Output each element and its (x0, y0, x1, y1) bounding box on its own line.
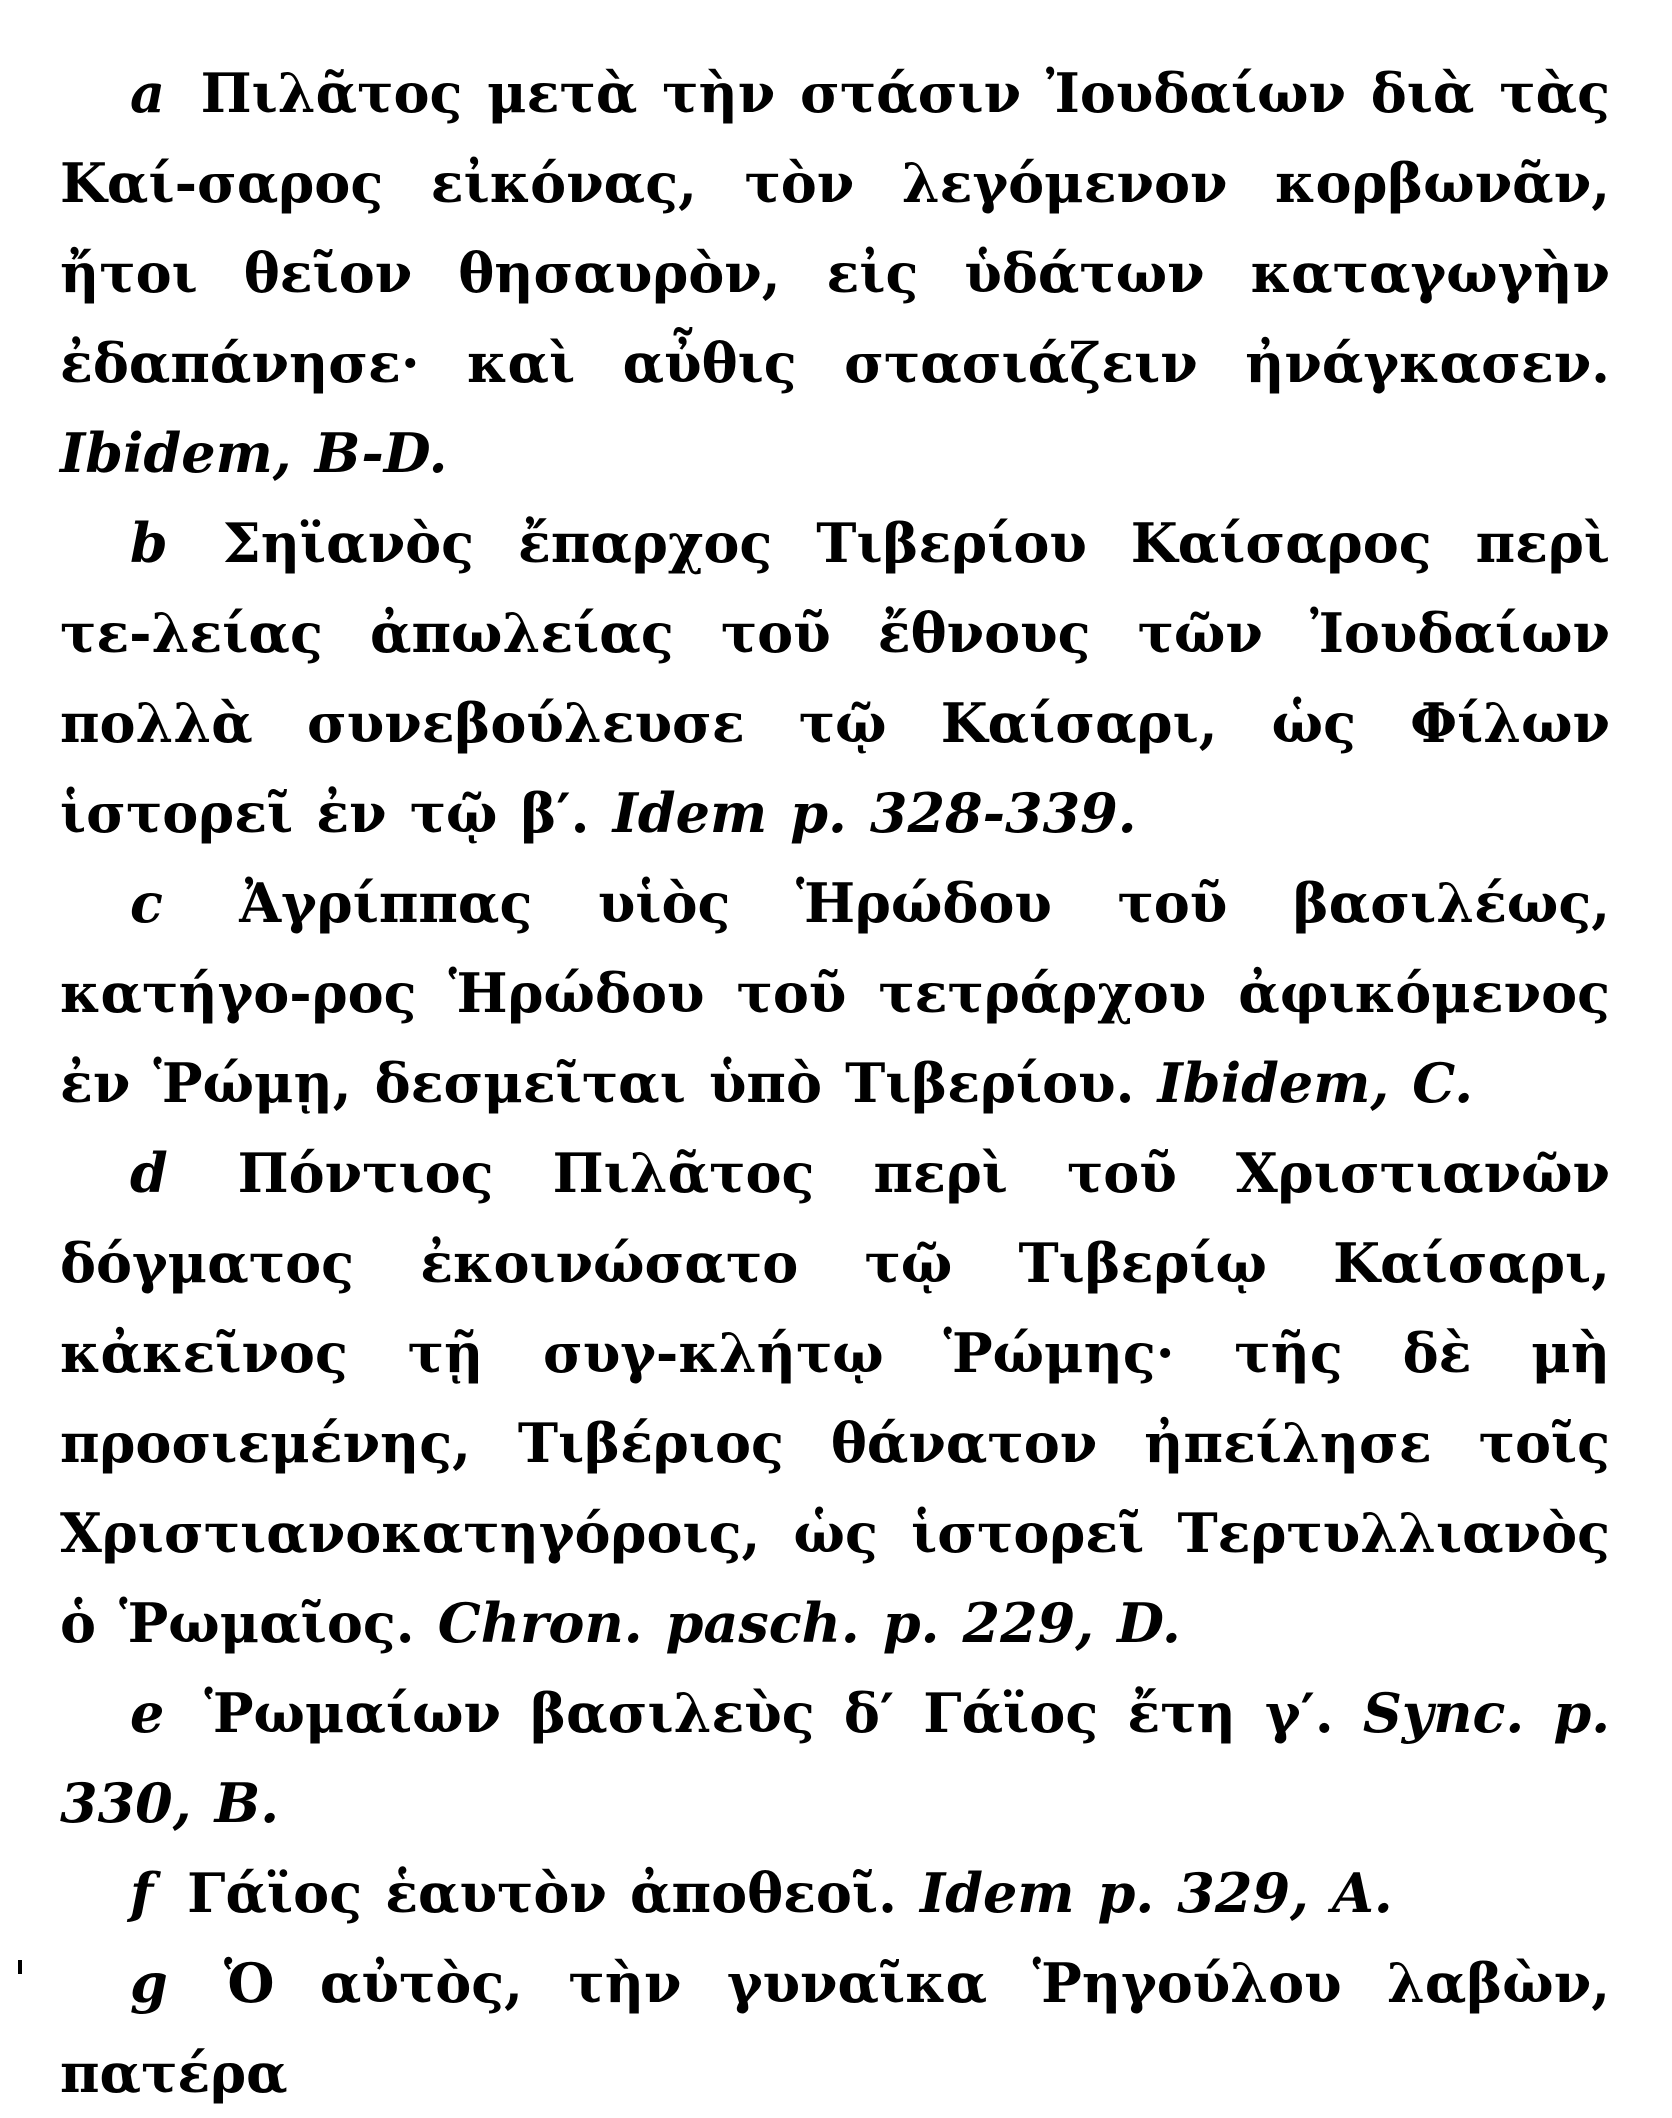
entry-e (60, 1668, 1610, 1848)
entry-letter: f (130, 1861, 154, 1925)
text-column (60, 48, 1610, 2118)
entry-letter: c (130, 871, 163, 935)
entry-text: Γάϊος ἑαυτὸν ἀποθεοῖ. (187, 1861, 897, 1925)
entry-reference: Idem p. 328-339. (612, 781, 1137, 845)
entry-letter: b (130, 511, 168, 575)
entry-f (60, 1848, 1610, 1938)
entry-text: Ῥωμαίων βασιλεὺς δ′ Γάϊος ἔτη γ′. (204, 1681, 1334, 1745)
entry-letter: e (130, 1681, 165, 1745)
entry-reference: Ibidem, B-D. (60, 421, 448, 485)
entry-text: Σηϊανὸς ἔπαρχος Τιβερίου Καίσαρος περὶ τε-λείας ἀπωλείας τοῦ ἔθνους τῶν Ἰουδαίων πολλὰ συνεβούλευσε τῷ Καίσαρι, ὡς Φίλων ἱστορεῖ ἐν τῷ β′. (60, 511, 1610, 845)
entry-reference: Chron. pasch. p. 229, D. (437, 1591, 1181, 1655)
entry-reference: Idem p. 329, A. (920, 1861, 1393, 1925)
entry-c (60, 858, 1610, 1128)
print-speck (18, 1960, 22, 1974)
entry-reference: Ibidem, C. (1157, 1051, 1474, 1115)
entry-d (60, 1128, 1610, 1668)
entry-text: Ἀγρίππας υἱὸς Ἡρώδου τοῦ βασιλέως, κατήγο-ρος Ἡρώδου τοῦ τετράρχου ἀφικόμενος ἐν Ῥώμῃ, δεσμεῖται ὑπὸ Τιβερίου. (60, 871, 1610, 1115)
entry-text: Ὁ αὐτὸς, τὴν γυναῖκα Ῥηγούλου λαβὼν, πατέρα (60, 1951, 1610, 2105)
entry-letter: d (130, 1141, 168, 1205)
entry-letter: a (130, 61, 165, 125)
entry-a (60, 48, 1610, 498)
entry-text: Πιλᾶτος μετὰ τὴν στάσιν Ἰουδαίων διὰ τὰς Καί-σαρος εἰκόνας, τὸν λεγόμενον κορβωνᾶν, ἤτοι θεῖον θησαυρὸν, εἰς ὑδάτων καταγωγὴν ἐδαπάνησε· καὶ αὖθις στασιάζειν ἠνάγκασεν. (60, 61, 1610, 395)
entry-g (60, 1938, 1610, 2118)
entry-letter: g (130, 1951, 168, 2015)
entry-text: Πόντιος Πιλᾶτος περὶ τοῦ Χριστιανῶν δόγματος ἐκοινώσατο τῷ Τιβερίῳ Καίσαρι, κἀκεῖνος τῇ συγ-κλήτῳ Ῥώμης· τῆς δὲ μὴ προσιεμένης, Τιβέριος θάνατον ἠπείλησε τοῖς Χριστιανοκατηγόροις, ὡς ἱστορεῖ Τερτυλλιανὸς ὁ Ῥωμαῖος. (60, 1141, 1611, 1655)
entry-b (60, 498, 1610, 858)
entry-reference: Sync. p. 330, B. (60, 1681, 1610, 1835)
